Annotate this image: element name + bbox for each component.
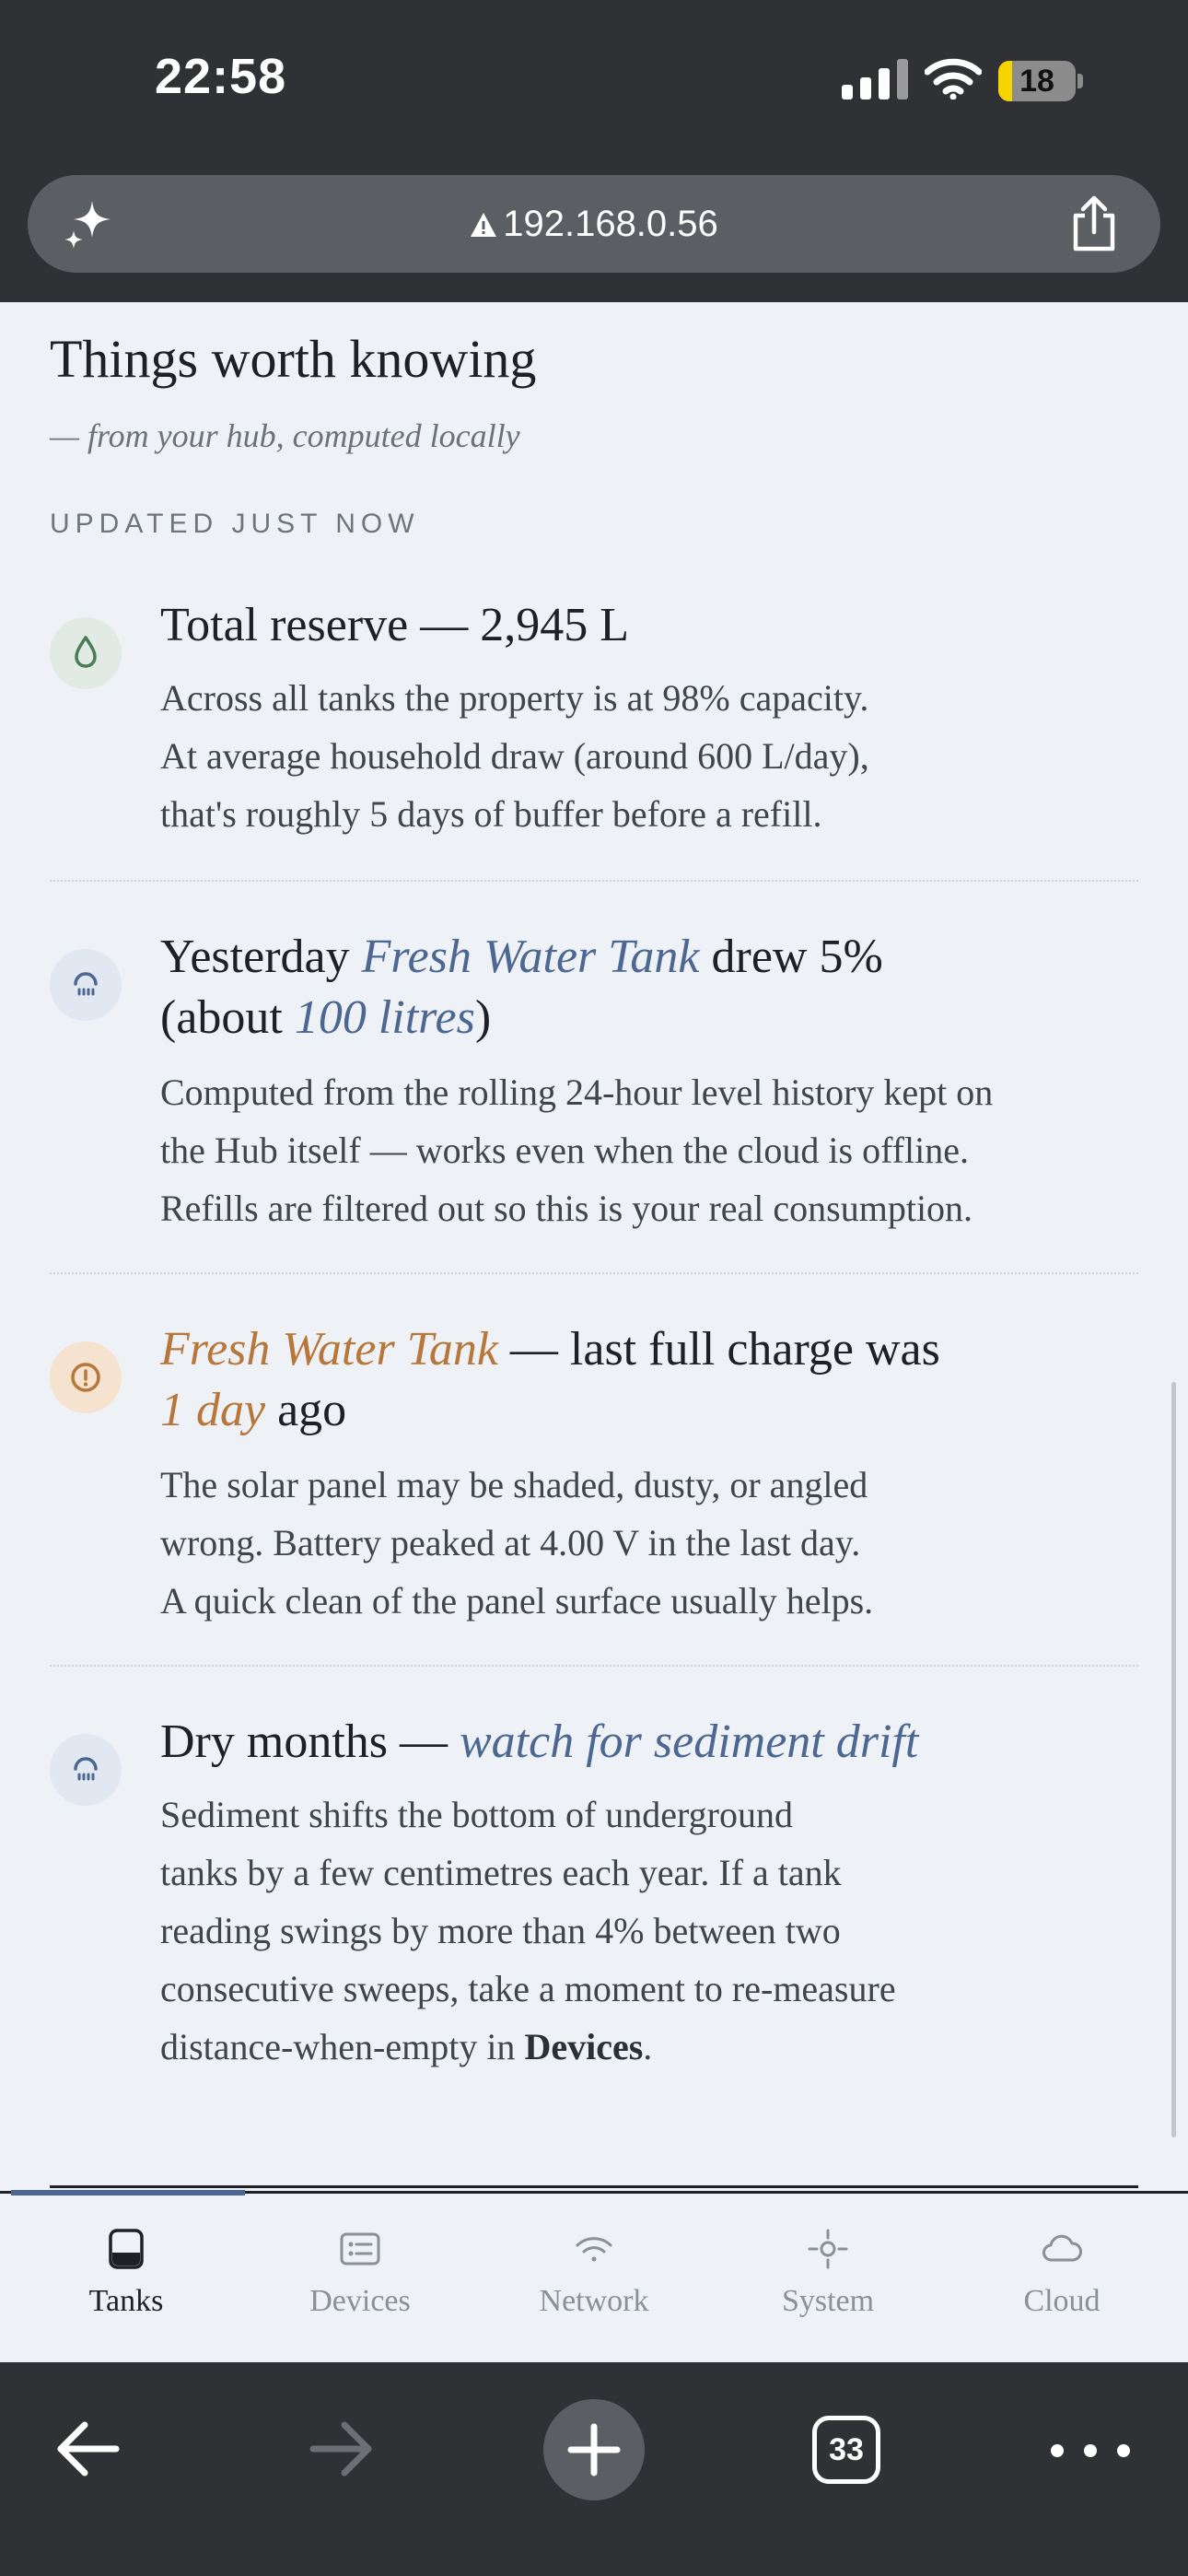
- insight-title-text: ago: [265, 1384, 347, 1436]
- insight-title-line2: [160, 988, 491, 1048]
- warning-triangle-icon: [470, 212, 497, 238]
- tank-name-link[interactable]: Fresh Water Tank: [160, 1323, 498, 1376]
- insight-body-line: Computed from the rolling 24-hour level history kept on: [160, 1071, 994, 1113]
- insight-title-emphasis: watch for sediment drift: [460, 1715, 919, 1768]
- browser-chrome-top: [0, 0, 1188, 302]
- insight-body-line: The solar panel may be shaded, dusty, or angled: [160, 1464, 868, 1505]
- shower-icon: [50, 949, 122, 1021]
- insight-body: [160, 669, 869, 843]
- devices-link[interactable]: Devices: [524, 2026, 644, 2067]
- insight-icon-badge: [50, 1734, 122, 1806]
- page-title: Things worth knowing: [50, 329, 537, 389]
- system-crosshair-icon: [800, 2221, 856, 2277]
- tab-label: Cloud: [1023, 2284, 1101, 2318]
- insight-body-line: that's roughly 5 days of buffer before a refill.: [160, 793, 822, 835]
- water-drop-icon: [50, 617, 122, 689]
- insight-title-text: Dry months —: [160, 1715, 460, 1768]
- insight-body-text: distance-when-empty in: [160, 2026, 525, 2067]
- insight-body-line: tanks by a few centimetres each year. If a tank: [160, 1852, 842, 1893]
- cloud-icon: [1034, 2221, 1089, 2277]
- insight-icon-badge: [50, 617, 122, 689]
- insight-last-full-charge: [50, 1319, 1138, 1669]
- insight-body-line: [160, 2018, 896, 2076]
- tab-label: System: [781, 2284, 875, 2318]
- insight-body-line: reading swings by more than 4% between two: [160, 1910, 841, 1951]
- battery-body: [998, 61, 1076, 101]
- insight-body-line: consecutive sweeps, take a moment to re-measure: [160, 1968, 896, 2009]
- insight-body-line: Across all tanks the property is at 98% capacity.: [160, 677, 869, 719]
- insight-title: [160, 595, 629, 656]
- insight-body-line: the Hub itself — works even when the cloud is offline.: [160, 1130, 969, 1171]
- new-tab-button[interactable]: [543, 2399, 645, 2500]
- browser-toolbar: [0, 2362, 1188, 2576]
- insight-divider: [50, 1272, 1138, 1274]
- insight-title: [160, 1319, 940, 1380]
- insight-body-text: .: [643, 2026, 653, 2067]
- status-time: 22:58: [155, 49, 287, 104]
- insight-icon-badge: [50, 949, 122, 1021]
- insight-body-line: Refills are filtered out so this is your real consumption.: [160, 1188, 973, 1229]
- wifi-icon: [925, 57, 982, 100]
- tab-devices[interactable]: [243, 2194, 477, 2365]
- insight-title: [160, 1712, 918, 1773]
- battery-level: 18: [1019, 64, 1054, 99]
- tank-icon: [99, 2221, 154, 2277]
- updated-label: UPDATED JUST NOW: [50, 509, 420, 539]
- battery-nub: [1077, 74, 1083, 88]
- insight-title: [160, 927, 883, 988]
- back-arrow-icon[interactable]: [52, 2416, 125, 2482]
- url-text: 192.168.0.56: [503, 204, 718, 244]
- scrollbar-thumb[interactable]: [1171, 1382, 1176, 2137]
- tab-network[interactable]: [477, 2194, 711, 2365]
- insight-title-text: drew 5%: [699, 931, 883, 983]
- shower-icon: [50, 1734, 122, 1806]
- device-card-icon: [332, 2221, 388, 2277]
- insight-body-line: wrong. Battery peaked at 4.00 V in the last day.: [160, 1522, 861, 1563]
- time-since-charge: 1 day: [160, 1384, 266, 1436]
- address-bar[interactable]: [28, 175, 1160, 273]
- alert-circle-icon: [50, 1341, 122, 1413]
- insight-divider: [50, 1665, 1138, 1667]
- bottom-tab-bar: [0, 2191, 1188, 2362]
- tab-label: Network: [539, 2284, 649, 2318]
- insight-title-text: (about: [160, 991, 295, 1044]
- tab-system[interactable]: [711, 2194, 945, 2365]
- insight-body-line: A quick clean of the panel surface usually helps.: [160, 1580, 874, 1622]
- insight-body: [160, 1063, 993, 1237]
- insight-body: [160, 1456, 873, 1630]
- insight-body: [160, 1786, 896, 2076]
- insight-body-line: Sediment shifts the bottom of underground: [160, 1794, 793, 1835]
- content-end-rule: [50, 2185, 1138, 2188]
- share-icon[interactable]: [1068, 195, 1120, 252]
- insight-title-text: — last full charge was: [497, 1323, 940, 1376]
- insight-total-reserve: [50, 595, 1138, 890]
- more-dots-icon[interactable]: [1044, 2438, 1136, 2464]
- tank-name-link[interactable]: Fresh Water Tank: [361, 931, 700, 983]
- insight-title-text: Yesterday: [160, 931, 362, 983]
- wifi-icon: [566, 2221, 622, 2277]
- insight-sediment-drift: [50, 1712, 1138, 2099]
- battery-indicator: [998, 61, 1083, 101]
- insight-title-text: Total reserve — 2,945 L: [160, 599, 629, 651]
- tab-cloud[interactable]: [945, 2194, 1179, 2365]
- page-subtitle: — from your hub, computed locally: [50, 417, 520, 454]
- cellular-signal-icon: [842, 59, 908, 100]
- insight-icon-badge: [50, 1341, 122, 1413]
- tab-tanks[interactable]: [9, 2194, 243, 2365]
- insight-title-text: ): [474, 991, 492, 1044]
- insight-yesterday-draw: [50, 927, 1138, 1277]
- tab-count-button[interactable]: 33: [812, 2416, 880, 2484]
- insight-divider: [50, 880, 1138, 882]
- tab-label: Devices: [309, 2284, 411, 2318]
- url-display[interactable]: [28, 175, 1160, 273]
- insights-page: [0, 302, 1188, 2195]
- insight-body-line: At average household draw (around 600 L/day),: [160, 735, 869, 777]
- insight-title-line2: [160, 1380, 346, 1441]
- draw-amount: 100 litres: [294, 991, 475, 1044]
- forward-arrow-icon[interactable]: [304, 2416, 378, 2482]
- tab-label: Tanks: [88, 2284, 164, 2318]
- plus-icon: [543, 2399, 645, 2500]
